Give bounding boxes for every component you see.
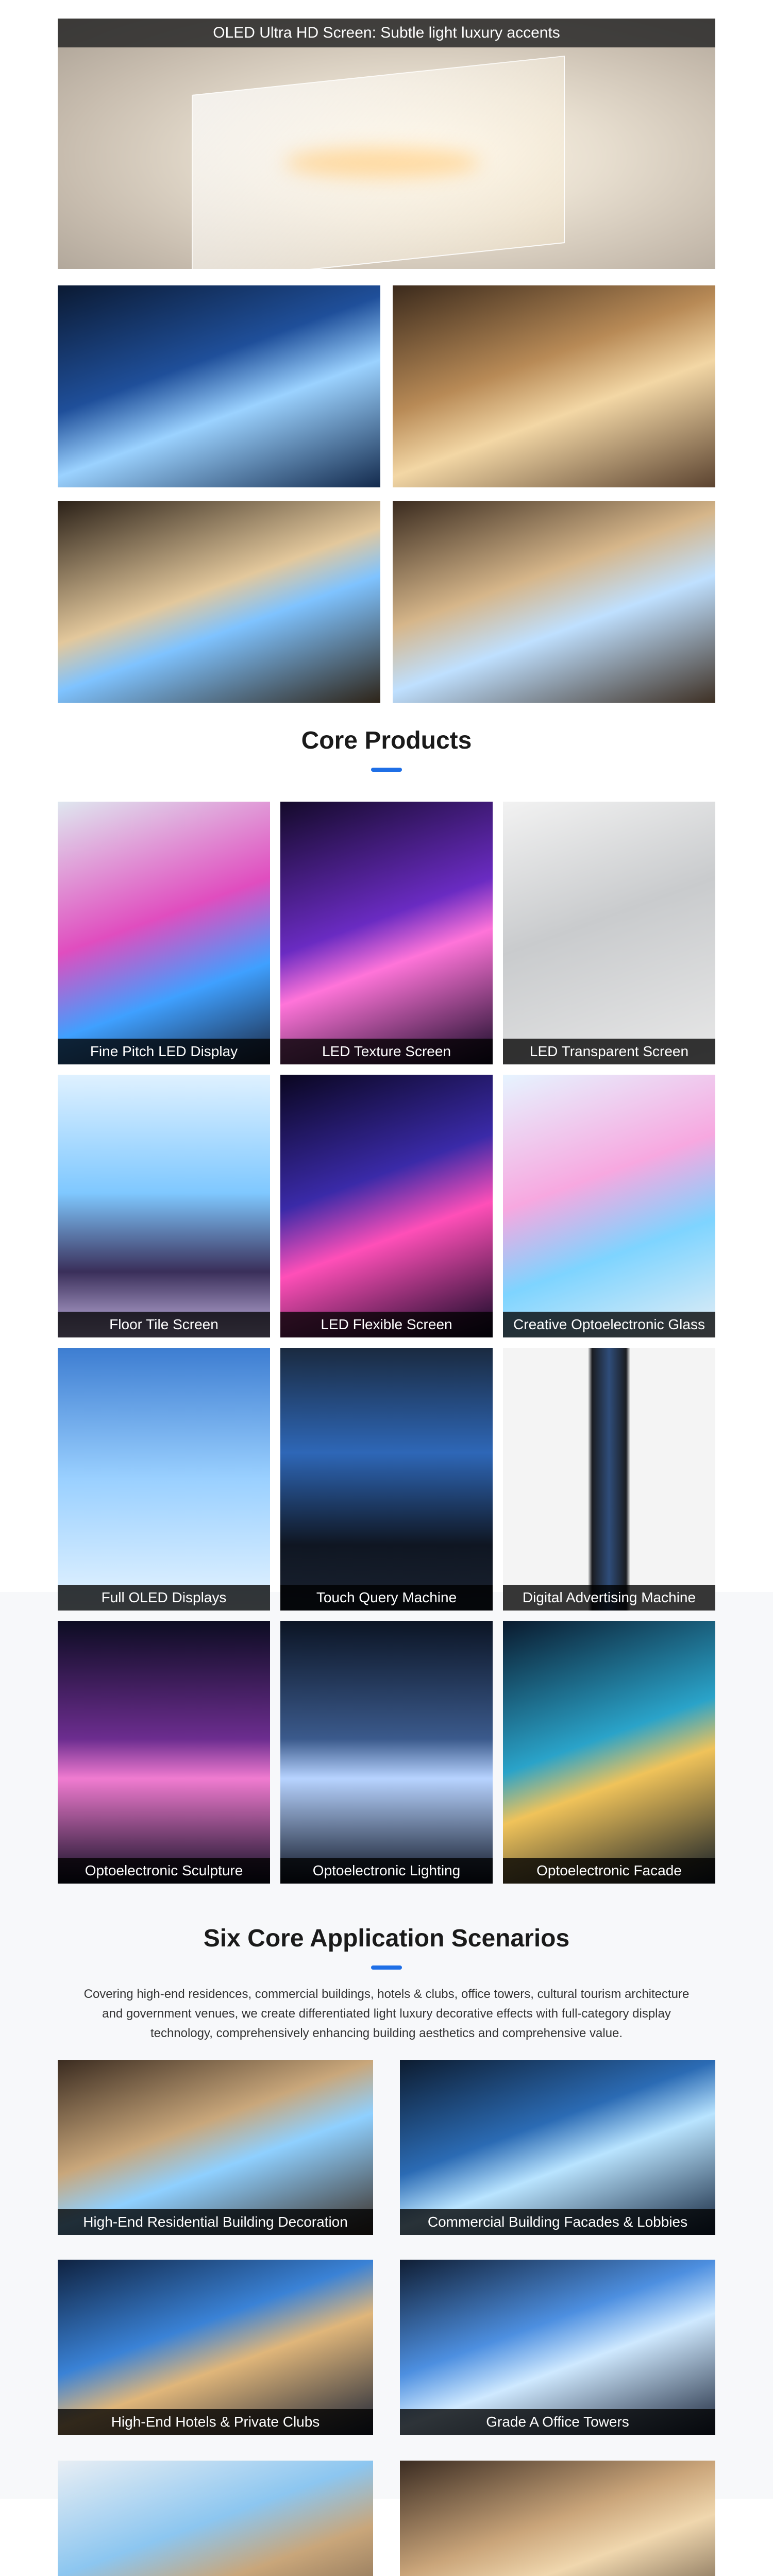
product-label: Optoelectronic Lighting xyxy=(280,1858,493,1884)
core-products-title: Core Products xyxy=(301,727,472,754)
gallery-image-2 xyxy=(393,285,715,487)
product-label: Optoelectronic Sculpture xyxy=(58,1858,270,1884)
product-card[interactable] xyxy=(280,1075,493,1337)
scenario-label: High-End Hotels & Private Clubs xyxy=(58,2409,373,2435)
scenario-card[interactable] xyxy=(400,2260,715,2435)
product-card[interactable] xyxy=(58,1075,270,1337)
core-products-title-bar xyxy=(371,768,402,772)
product-label: LED Transparent Screen xyxy=(503,1039,715,1064)
gallery-image-1 xyxy=(58,285,380,487)
product-card[interactable] xyxy=(503,1348,715,1611)
product-card[interactable] xyxy=(503,1075,715,1337)
product-card[interactable] xyxy=(280,802,493,1064)
scenarios-title: Six Core Application Scenarios xyxy=(203,1925,570,1952)
light-glow xyxy=(284,147,480,178)
product-label: Floor Tile Screen xyxy=(58,1312,270,1337)
product-label: Full OLED Displays xyxy=(58,1585,270,1611)
scenario-label: High-End Residential Building Decoration xyxy=(58,2209,373,2235)
product-label: Creative Optoelectronic Glass xyxy=(503,1312,715,1337)
product-label: Touch Query Machine xyxy=(280,1585,493,1611)
gallery-image-4 xyxy=(393,501,715,703)
scenario-label: Commercial Building Facades & Lobbies xyxy=(400,2209,715,2235)
product-label: Optoelectronic Facade xyxy=(503,1858,715,1884)
product-card[interactable] xyxy=(280,1621,493,1884)
scenario-label: Grade A Office Towers xyxy=(400,2409,715,2435)
product-label: LED Flexible Screen xyxy=(280,1312,493,1337)
product-card[interactable] xyxy=(58,802,270,1064)
product-card[interactable] xyxy=(58,1621,270,1884)
scenarios-title-bar xyxy=(371,1965,402,1970)
product-label: Fine Pitch LED Display xyxy=(58,1039,270,1064)
product-label: LED Texture Screen xyxy=(280,1039,493,1064)
gallery-image-3 xyxy=(58,501,380,703)
scenarios-intro: Covering high-end residences, commercial buildings, hotels & clubs, office towers, cultural tourism architecture and government venues, we create differentiated light luxury decorative effects with full-category display technology, comprehensively enhancing building aesthetics and comprehensive value. xyxy=(83,1987,690,2040)
hero-caption: OLED Ultra HD Screen: Subtle light luxury accents xyxy=(213,24,560,41)
product-card[interactable] xyxy=(58,1348,270,1611)
product-label: Digital Advertising Machine xyxy=(503,1585,715,1611)
scenario-card[interactable] xyxy=(58,2260,373,2435)
scenario-card[interactable] xyxy=(400,2060,715,2235)
scenario-card[interactable] xyxy=(58,2060,373,2235)
hero-image xyxy=(58,19,715,269)
product-card[interactable] xyxy=(503,1621,715,1884)
scenario-card[interactable] xyxy=(400,2461,715,2576)
product-card[interactable] xyxy=(280,1348,493,1611)
scenario-card[interactable] xyxy=(58,2461,373,2576)
product-card[interactable] xyxy=(503,802,715,1064)
